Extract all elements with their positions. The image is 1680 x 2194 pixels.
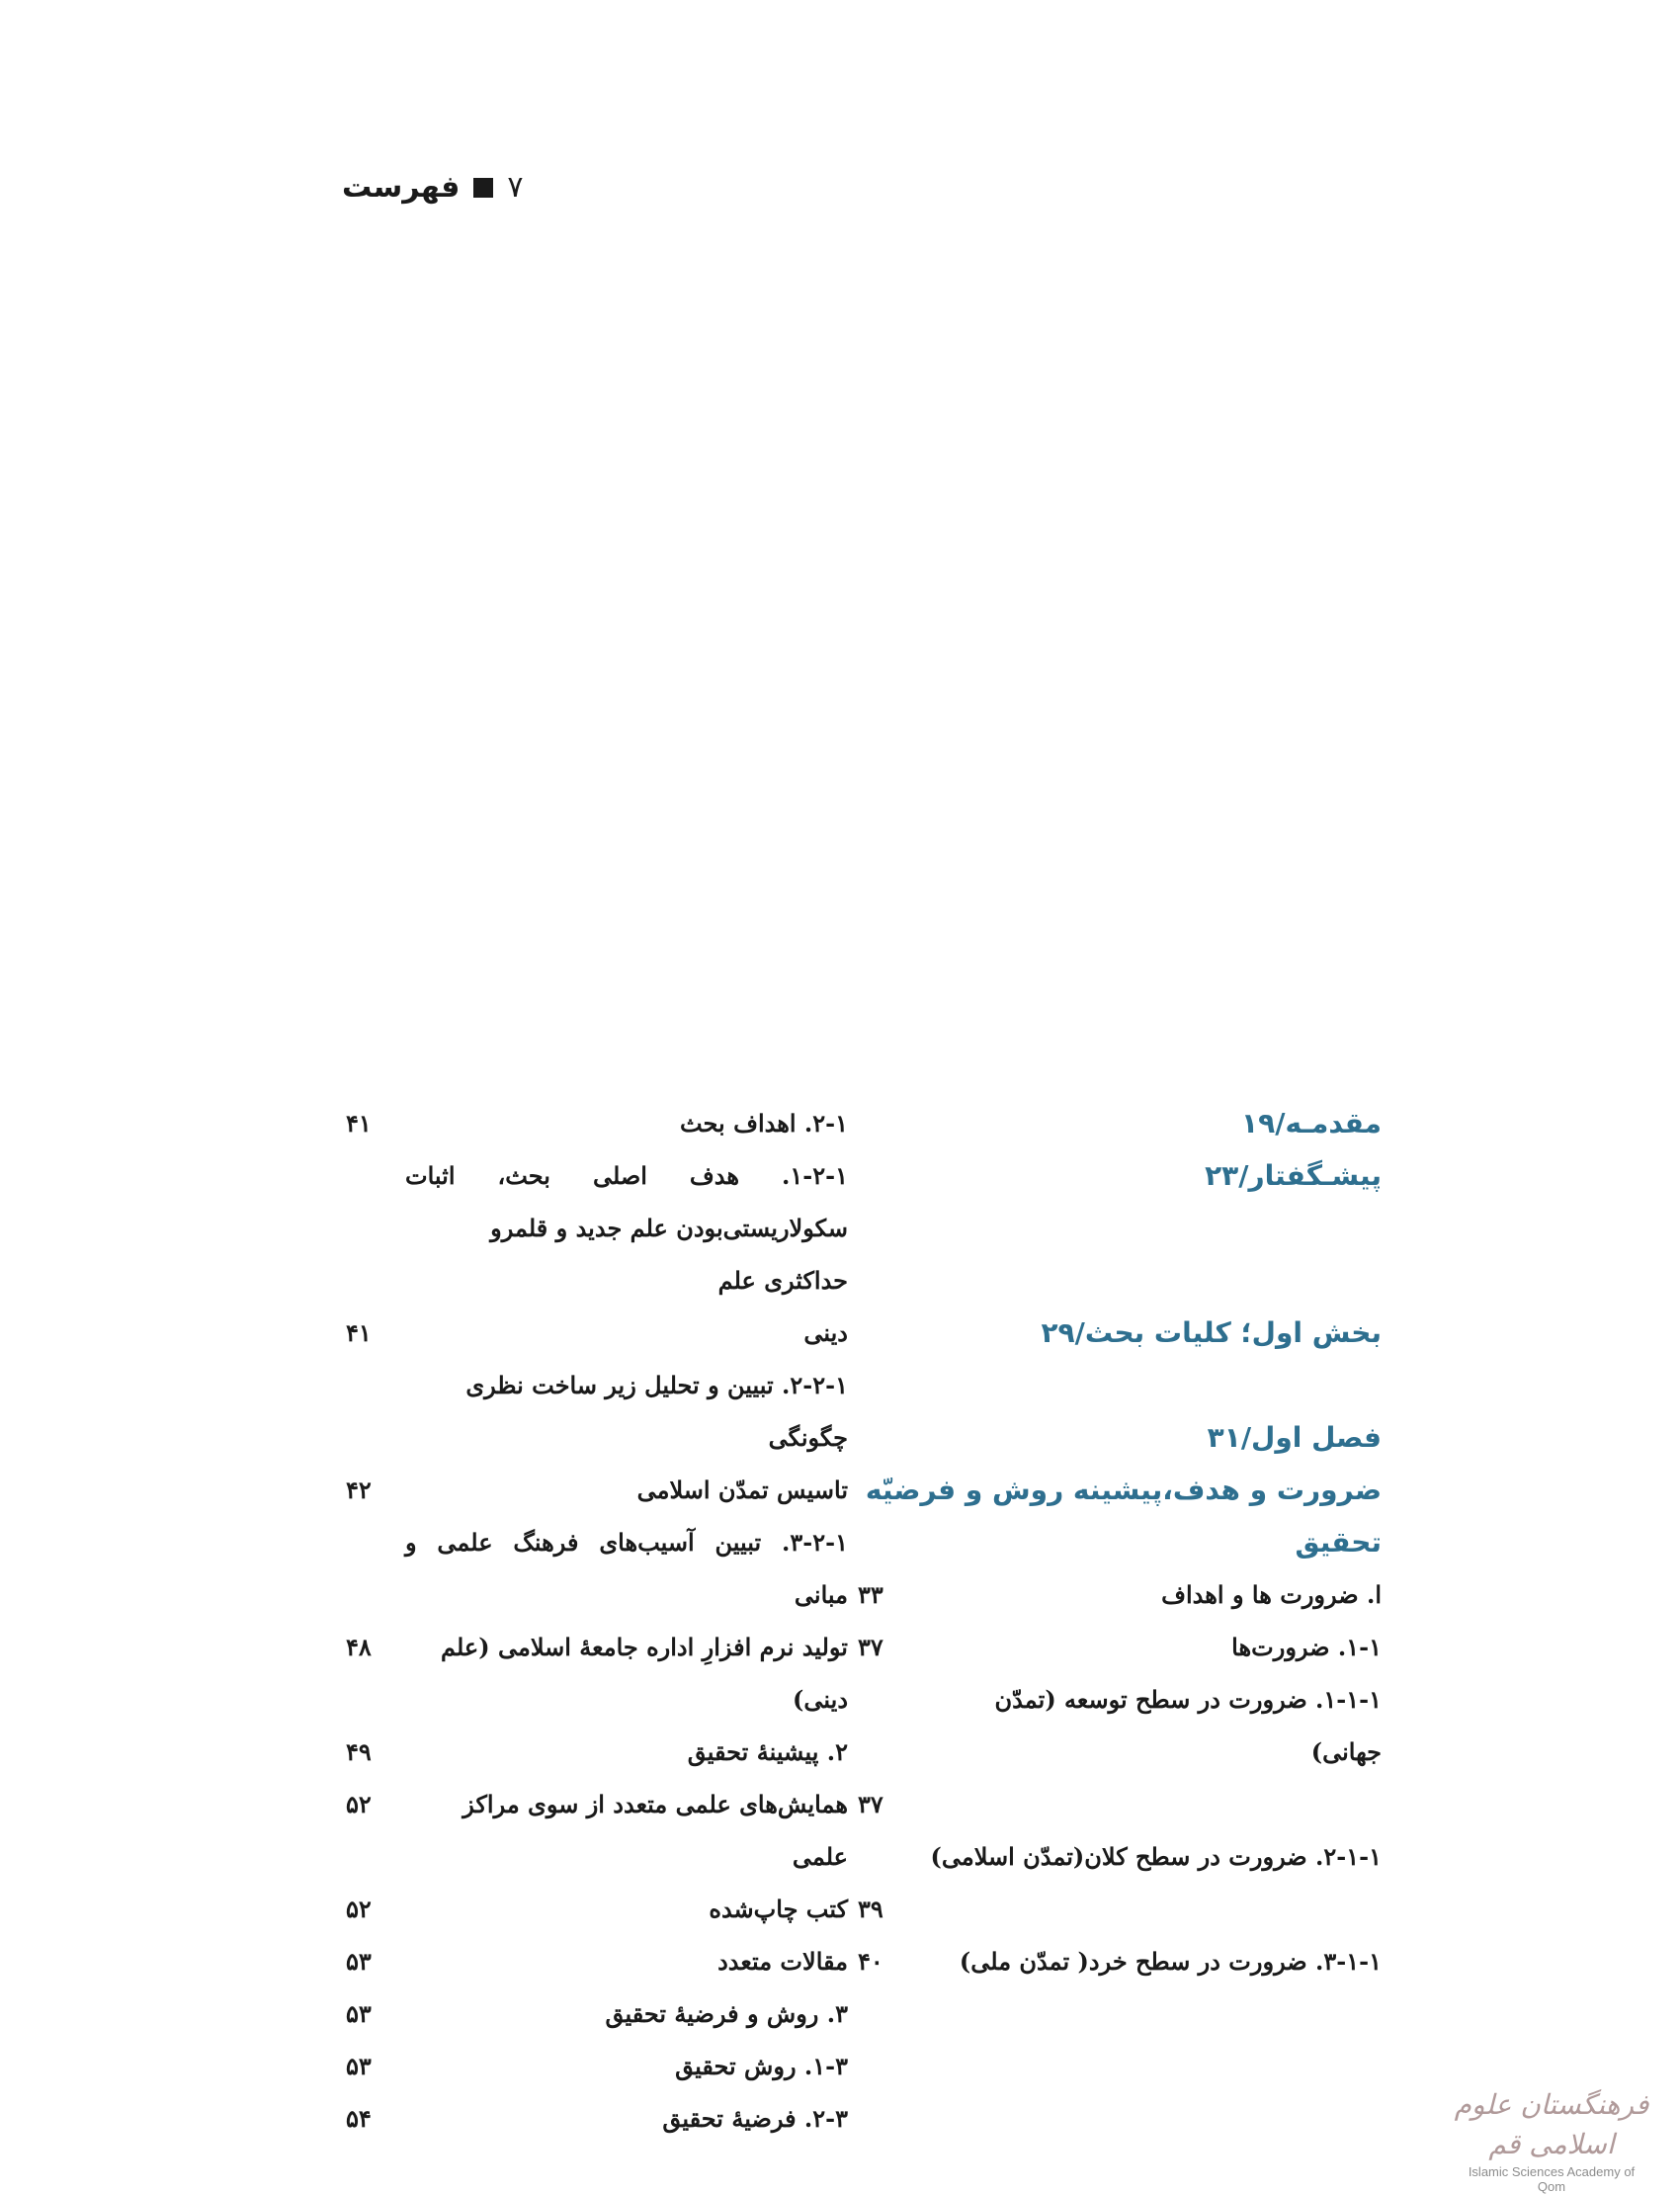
toc-entry[interactable] [346,1516,848,1621]
toc-left-entries [346,1097,848,2145]
toc-entry-page-number: ۴۹ [346,1737,372,1766]
toc-right-entries [858,1568,1382,1987]
toc-entry[interactable] [346,1726,848,1778]
toc-entry[interactable] [858,1621,1382,1673]
toc-chapter-title[interactable]: فصل اول/۳۱ [1207,1421,1382,1454]
academy-logo [1453,2085,1650,2194]
toc-entry[interactable] [346,1778,848,1883]
toc-entry-page-number: ۴۱ [346,1318,372,1347]
toc-entry-page-number: ۳۷ [858,1633,883,1661]
toc-entry[interactable] [858,1830,1382,1883]
toc-entry-page-number: ۳۹ [858,1895,883,1923]
toc-entry[interactable] [346,1935,848,1987]
toc-entry-label: دینی [803,1318,848,1347]
toc-entry-label: ۳. روش و فرضیهٔ تحقیق [605,1999,848,2028]
toc-entry[interactable] [858,1673,1382,1778]
toc-chapter-subtitle-line1: ضرورت و هدف،پیشینه روش و فرضیّه [865,1474,1382,1506]
toc-part-title[interactable]: بخش اول؛ کلیات بحث/۲۹ [1041,1316,1382,1349]
toc-entry[interactable] [346,1202,848,1307]
toc-entry[interactable] [346,1359,848,1464]
toc-entry[interactable] [346,2040,848,2092]
toc-entry-page-number: ۵۳ [346,2052,372,2080]
toc-entry-label: ۳-۲-۱. تبیین آسیب‌های فرهنگ علمی و مبانی [405,1528,848,1609]
toc-entry[interactable] [346,2092,848,2145]
toc-intro-item[interactable]: مقدمـه/۱۹ [1241,1107,1382,1139]
toc-right-column [858,1097,1382,1987]
toc-entry-label: ا. ضرورت ها و اهداف [1161,1580,1382,1609]
header-title: فهرست [342,170,461,205]
toc-entry-label: ۲. پیشینهٔ تحقیق [687,1737,848,1766]
toc-entry-page-number: ۵۲ [346,1790,372,1818]
toc-entry-label: ۱-۱-۱. ضرورت در سطح توسعه (تمدّن جهانی) [994,1685,1382,1766]
toc-entry-label: ۲-۱-۱. ضرورت در سطح کلان(تمدّن اسلامی) [930,1842,1382,1871]
toc-entry-label: همایش‌های علمی متعدد از سوی مراکز علمی [462,1790,848,1871]
toc-entry-label: ۱-۲-۱. هدف اصلی بحث، اثبات [405,1161,848,1190]
header-square-icon [473,178,493,198]
toc-entry-label: کتب چاپ‌شده [709,1895,848,1923]
toc-entry-label: ۱-۱. ضرورت‌ها [1231,1633,1382,1661]
toc-entry[interactable] [858,1883,1382,1935]
toc-entry-page-number: ۴۰ [858,1947,883,1976]
toc-left-column [346,1097,848,2145]
toc-entry-label: ۱-۳. روش تحقیق [675,2052,848,2080]
toc-entry-page-number: ۵۳ [346,1999,372,2028]
toc-entry[interactable] [346,1307,848,1359]
toc-entry[interactable] [346,1621,848,1726]
toc-foreword-item[interactable]: پیشـگفتار/۲۳ [1205,1159,1382,1192]
toc-entry-page-number: ۵۲ [346,1895,372,1923]
toc-entry-label: مقالات متعدد [717,1947,848,1976]
toc-entry-page-number: ۴۱ [346,1109,372,1138]
toc-entry-page-number: ۴۲ [346,1476,372,1504]
toc-entry-label: ۲-۲-۱. تبیین و تحلیل زیر ساخت نظری چگونگی [465,1371,848,1452]
header-page-number: ۷ [507,170,524,205]
logo-subtitle: Islamic Sciences Academy of Qom [1468,2164,1636,2194]
toc-entry[interactable] [858,1935,1382,1987]
toc-entry[interactable] [858,1778,1382,1830]
toc-entry[interactable] [346,1464,848,1516]
toc-entry-page-number: ۴۸ [346,1633,372,1661]
toc-entry-page-number: ۵۳ [346,1947,372,1976]
toc-entry-label: ۲-۱. اهداف بحث [679,1109,848,1138]
toc-entry[interactable] [346,1987,848,2040]
logo-script: فرهنگستان علوم اسلامی قم [1454,2088,1649,2160]
toc-entry[interactable] [858,1568,1382,1621]
toc-entry-label: تاسیس تمدّن اسلامی [636,1476,848,1504]
toc-entry-label: ۳-۱-۱. ضرورت در سطح خرد( تمدّن ملی) [959,1947,1382,1976]
page-header [342,170,524,205]
toc-entry-label: تولید نرم افزارِ اداره جامعهٔ اسلامی (علم دینی) [441,1633,848,1714]
toc-entry-page-number: ۵۴ [346,2104,372,2133]
toc-entry[interactable] [346,1149,848,1202]
toc-entry[interactable] [346,1097,848,1149]
toc-entry-label: سکولاریستی‌بودن علم جدید و قلمرو حداکثری علم [490,1214,848,1295]
toc-entry[interactable] [346,1883,848,1935]
toc-chapter-subtitle-line2: تحقیق [1295,1526,1382,1559]
toc-entry-page-number: ۳۷ [858,1790,883,1818]
toc-entry-page-number: ۳۳ [858,1580,883,1609]
toc-entry-label: ۲-۳. فرضیهٔ تحقیق [662,2104,848,2133]
